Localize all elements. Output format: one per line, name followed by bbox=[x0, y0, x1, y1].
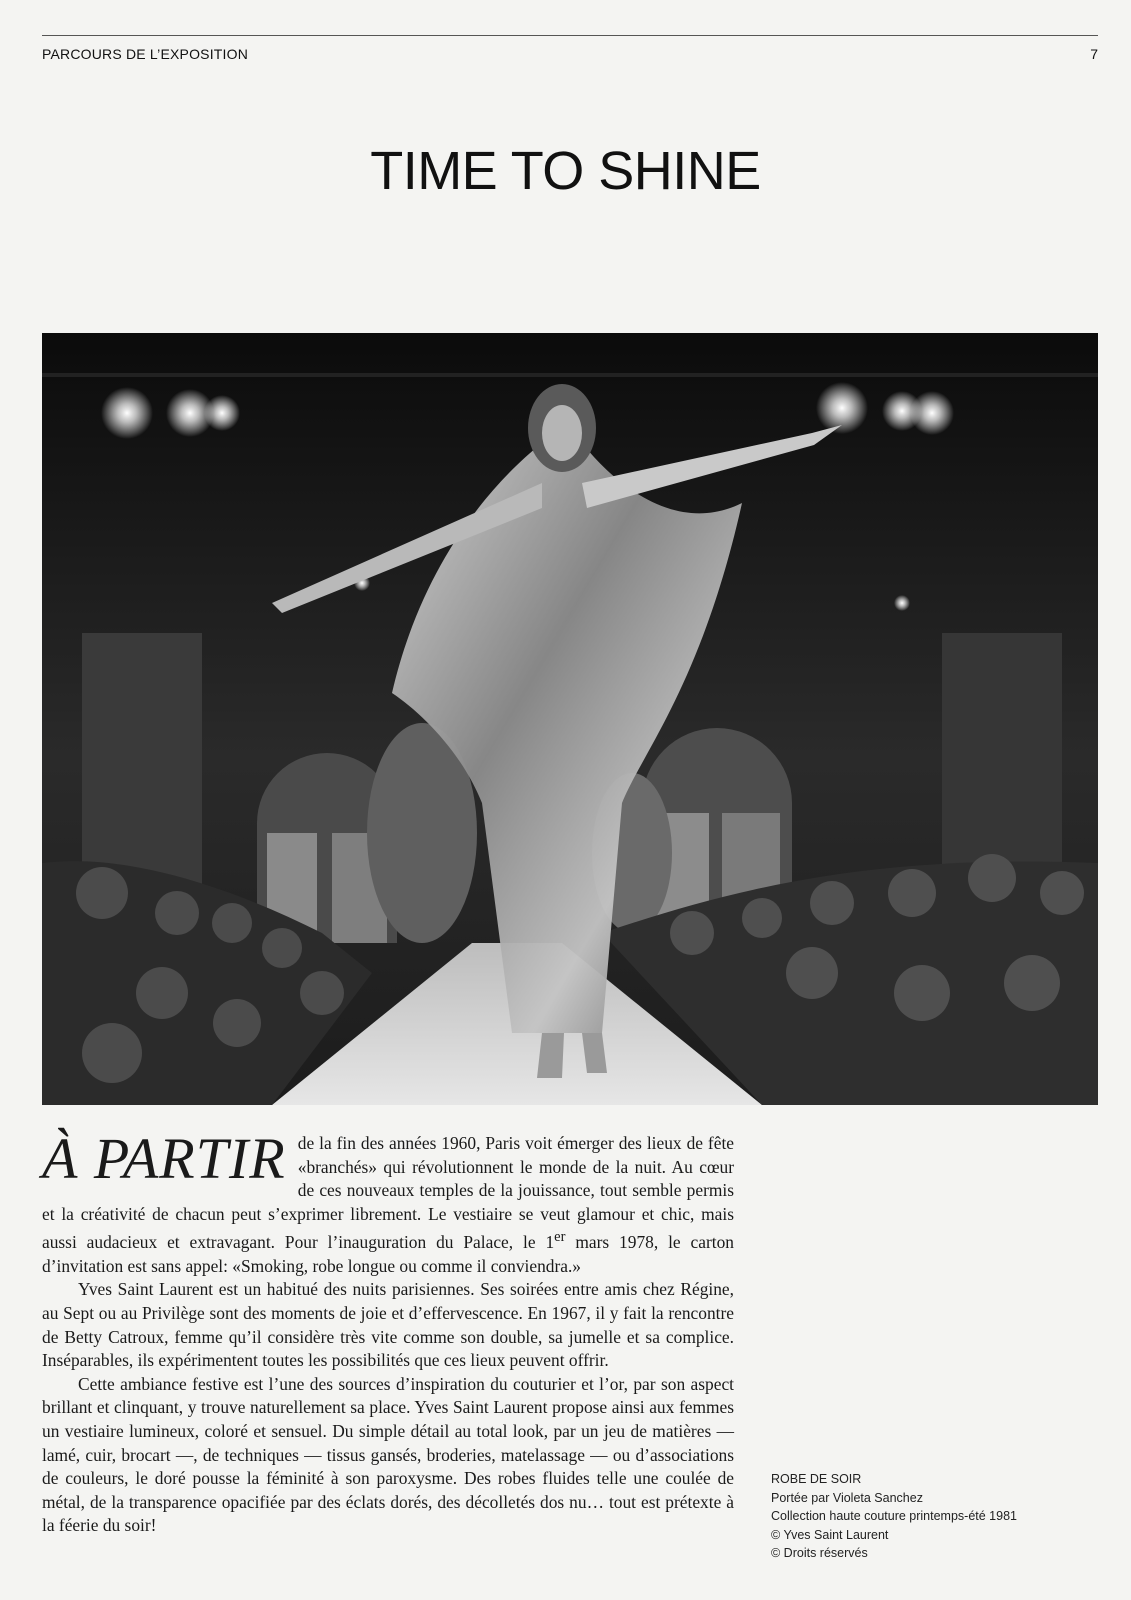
page-number: 7 bbox=[1090, 46, 1098, 62]
runway-photo-illustration bbox=[42, 333, 1098, 1105]
runway-photo bbox=[42, 333, 1098, 1105]
dropcap-lead: À PARTIR bbox=[42, 1126, 286, 1191]
caption-copyright-rights: © Droits réservés bbox=[771, 1546, 868, 1560]
caption-worn-by: Portée par Violeta Sanchez bbox=[771, 1490, 923, 1505]
article-paragraph-3: Cette ambiance festive est l’une des sources d’inspiration du couturier et l’or, par son aspect brillant et clinquant, y trouve naturellement sa place. Yves Saint Laurent propose ainsi aux femmes un vestiaire lumineux, coloré et sensuel. Du simple détail au total look, par un jeu de matières — lamé, cuir, brocart —, de techniques — tissus gansés, broderies, matelassage — ou d’associations de couleurs, le doré pousse la féminité à son paroxysme. Des robes fluides telle une coulée de métal, de la transparence opacifiée par des éclats dorés, des décolletés dos nu… tout est prétexte à la féerie du soir! bbox=[42, 1373, 734, 1536]
paragraph-1-lead: de la fin des années 1960, Paris voit émerger des lieux de fête «branchés» qui révolutionnent le monde de la nuit. Au cœur de ces nouveaux temples de la jouissance, tout semble permis et la créativité de chacun peut s’exprimer librement. Le vestiaire se veut glamour et chic, mais aussi audacieux et extravagant. Pour l’inauguration du Palace, le 1 bbox=[42, 1133, 734, 1253]
running-head: PARCOURS DE L’EXPOSITION bbox=[42, 46, 249, 62]
article-paragraph-1 bbox=[42, 1126, 734, 1278]
photo-caption bbox=[771, 1470, 1101, 1563]
article-body bbox=[42, 1126, 734, 1538]
ordinal-superscript: er bbox=[554, 1229, 566, 1246]
page-title: TIME TO SHINE bbox=[370, 141, 761, 201]
caption-title: ROBE DE SOIR bbox=[771, 1472, 862, 1486]
article-paragraph-2: Yves Saint Laurent est un habitué des nuits parisiennes. Ses soirées entre amis chez Régine, au Sept ou au Privilège sont des moments de joie et d’effervescence. En 1967, il y fait la rencontre de Betty Catroux, femme qu’il considère très vite comme son double, sa jumelle et sa complice. Inséparables, ils expérimentent toutes les possibilités que ces lieux peuvent offrir. bbox=[42, 1279, 734, 1371]
paragraph-1-tail: mars 1978, le carton d’invitation est sans appel: «Smoking, robe longue ou comme il conviendra.» bbox=[42, 1232, 734, 1276]
caption-copyright-ysl: © Yves Saint Laurent bbox=[771, 1527, 889, 1542]
caption-collection: Collection haute couture printemps-été 1981 bbox=[771, 1509, 1017, 1523]
header-rule bbox=[42, 35, 1098, 36]
